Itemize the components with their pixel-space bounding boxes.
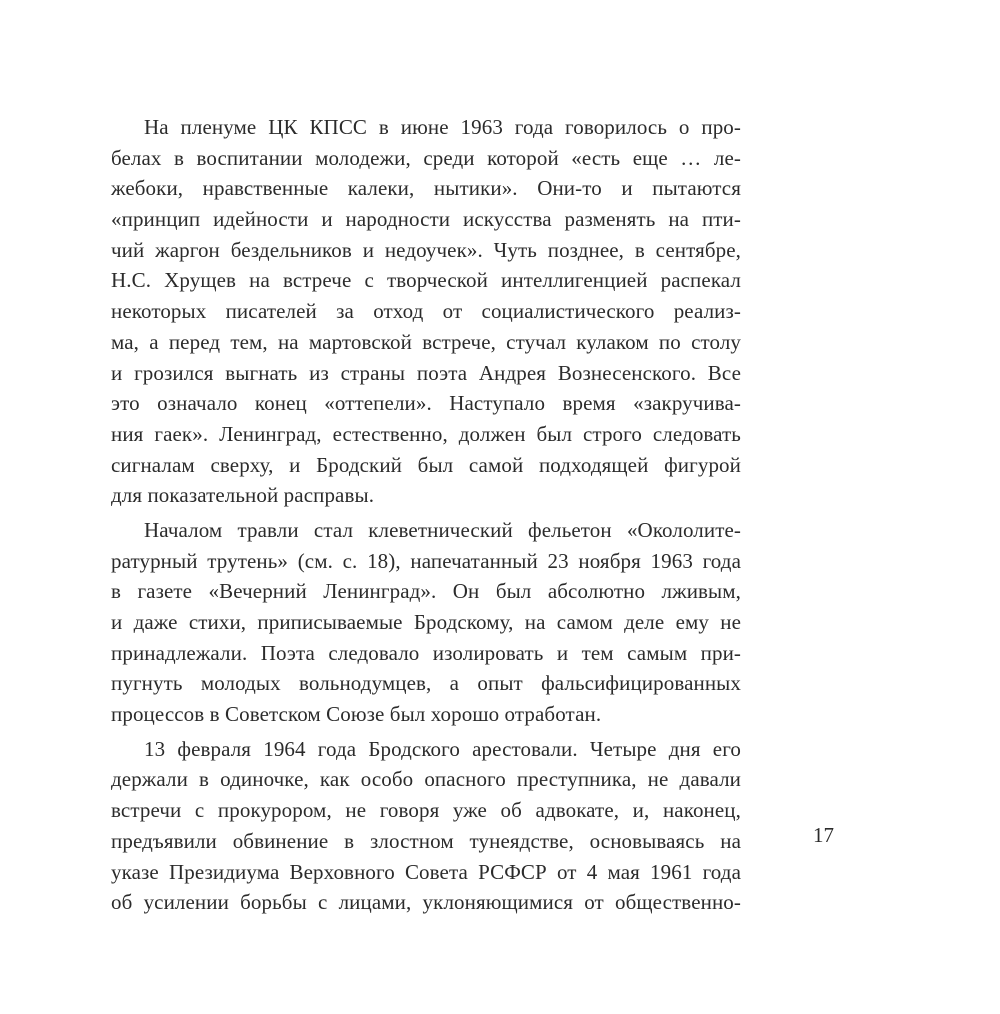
text-line: для показательной расправы. bbox=[111, 483, 375, 508]
text-line: в газете «Вечерний Ленинград». Он был абсолютно лживым, bbox=[111, 579, 741, 604]
text-line: и даже стихи, приписываемые Бродскому, на самом деле ему не bbox=[111, 610, 741, 634]
text-line: «принцип идейности и народности искусства разменять на пти- bbox=[111, 207, 741, 232]
text-line: процессов в Советском Союзе был хорошо отработан. bbox=[111, 702, 602, 727]
text-line: и грозился выгнать из страны поэта Андрея Вознесенского. Все bbox=[111, 360, 741, 385]
text-line: об усилении борьбы с лицами, уклоняющимися от общественно- bbox=[111, 890, 741, 915]
text-line: Н.С. Хрущев на встрече с творческой интеллигенцией распекал bbox=[111, 268, 741, 293]
text-line: белах в воспитании молодежи, среди которой «есть еще … ле- bbox=[111, 145, 741, 170]
page-number: 17 bbox=[813, 823, 834, 847]
text-line: держали в одиночке, как особо опасного преступника, не давали bbox=[111, 767, 741, 792]
text-line: это означало конец «оттепели». Наступало время «закручива- bbox=[111, 391, 741, 416]
text-line: сигналам сверху, и Бродский был самой подходящей фигурой bbox=[111, 452, 741, 477]
text-line: встречи с прокурором, не говоря уже об адвокате, и, наконец, bbox=[111, 798, 741, 823]
text-line: чий жаргон бездельников и недоучек». Чуть позднее, в сентябре, bbox=[111, 237, 741, 262]
paragraph-plenum bbox=[111, 112, 741, 511]
text-line: некоторых писателей за отход от социалистического реализ- bbox=[111, 299, 741, 324]
text-line: ния гаек». Ленинград, естественно, должен был строго следовать bbox=[111, 421, 741, 446]
text-line: пугнуть молодых вольнодумцев, а опыт фальсифицированных bbox=[111, 671, 741, 696]
text-line: Началом травли стал клеветнический фельетон «Окололите- bbox=[144, 517, 741, 542]
text-line: На пленуме ЦК КПСС в июне 1963 года говорилось о про- bbox=[144, 115, 741, 139]
text-line: 13 февраля 1964 года Бродского арестовали. Четыре дня его bbox=[144, 736, 741, 761]
page-body-text bbox=[111, 112, 741, 918]
text-line: жебоки, нравственные калеки, нытики». Они-то и пытаются bbox=[111, 176, 741, 201]
text-line: указе Президиума Верховного Совета РСФСР от 4 мая 1961 года bbox=[111, 859, 741, 884]
text-line: ма, а перед тем, на мартовской встрече, стучал кулаком по столу bbox=[111, 329, 741, 354]
paragraph-arrest bbox=[111, 734, 741, 918]
text-line: предъявили обвинение в злостном тунеядстве, основываясь на bbox=[111, 828, 741, 853]
text-line: ратурный трутень» (см. с. 18), напечатанный 23 ноября 1963 года bbox=[111, 548, 741, 573]
paragraph-feuilleton bbox=[111, 515, 741, 730]
text-line: принадлежали. Поэта следовало изолировать и тем самым при- bbox=[111, 640, 741, 665]
